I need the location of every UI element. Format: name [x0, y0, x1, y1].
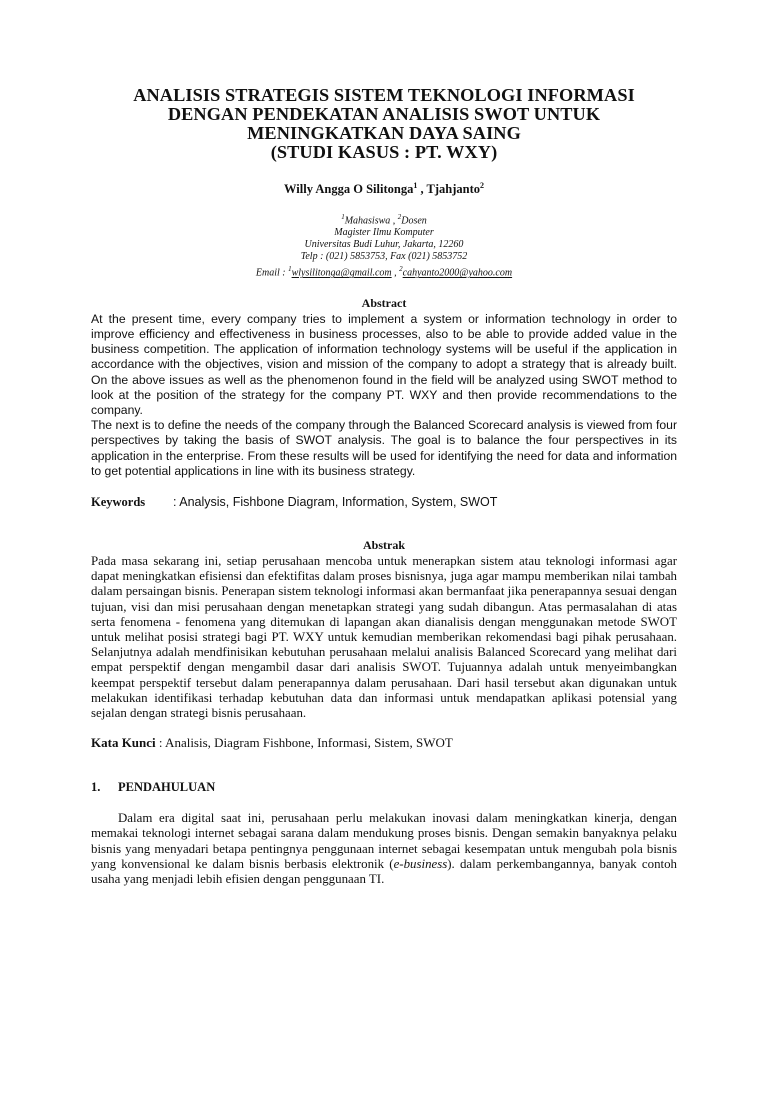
paragraph-text: Dalam era digital saat ini, perusahaan perlu melakukan inovasi dalam meningkatkan kinerja, dengan memakai teknologi internet sebagai sarana dalam mendukung proses bisnis. Dengan semakin banyaknya pelaku bisnis yang menyadari betapa pentingnya penggunaan internet sebagai kesempatan untuk mengubah pola bisnis yang konvensional ke dalam bisnis berbasis elektronik ( [91, 811, 677, 871]
email-separator: , [391, 267, 400, 279]
paper-page [0, 86, 768, 1110]
keywords-line [91, 495, 677, 510]
section-heading [91, 780, 677, 795]
affiliation-roles [91, 211, 677, 227]
author-name: Willy Angga O Silitonga [284, 182, 414, 197]
affiliation-phone: Telp : (021) 5853753, Fax (021) 5853752 [300, 251, 468, 263]
paper-title [91, 86, 677, 162]
title-line: ANALISIS STRATEGIS SISTEM TEKNOLOGI INFORMASI [133, 85, 635, 105]
author-list [91, 178, 677, 197]
abstract-paragraph: At the present time, every company tries to implement a system or information technology in order to improve efficiency and effectiveness in business processes, also to be able to provide added value in the business competition. The application of information technology systems will be useful if the application in accordance with the objectives, vision and mission of the company to adopt a strategy that is already built. On the above issues as well as the phenomenon found in the field will be analyzed using SWOT method to look at the position of the strategy for the company PT. WXY and then provide recommendations to the company. [91, 311, 677, 418]
affiliation-program: Magister Ilmu Komputer [334, 227, 434, 239]
title-line: MENINGKATKAN DAYA SAING [247, 123, 521, 143]
kata-kunci-value: : Analisis, Diagram Fishbone, Informasi, Sistem, SWOT [155, 735, 453, 751]
author-name: Tjahjanto [426, 182, 480, 197]
affil-sup: 1 [341, 213, 345, 222]
email-label: Email : [255, 267, 289, 279]
author-superscript: 2 [479, 181, 484, 190]
keywords-label: Keywords [91, 495, 146, 510]
email-sup: 1 [288, 265, 292, 274]
author-separator: , [417, 182, 427, 197]
abstract-paragraph: The next is to define the needs of the company through the Balanced Scorecard analysis is viewed from four perspectives by taking the basis of SWOT analysis. The goal is to balance the four perspectives in its application in the enterprise. From these results will be used for identifying the need for data and information to get potential applications in line with its business strategy. [91, 418, 677, 478]
affil-role: Mahasiswa , [344, 215, 398, 227]
email-sup: 2 [399, 265, 403, 274]
email-link[interactable]: wlysilitonga@gmail.com [291, 267, 392, 279]
section-paragraph [91, 811, 677, 887]
kata-kunci-line [91, 735, 677, 750]
keywords-value: : Analysis, Fishbone Diagram, Information, System, SWOT [173, 495, 498, 510]
author-superscript: 1 [413, 181, 418, 190]
section-number: 1. [91, 780, 101, 795]
affiliation-block [91, 211, 677, 280]
abstrak-heading: Abstrak [362, 538, 405, 553]
kata-kunci-label: Kata Kunci [91, 735, 156, 751]
affil-role: Dosen [401, 215, 427, 227]
paragraph-italic-term: e-business [393, 856, 448, 871]
abstrak-body: Pada masa sekarang ini, setiap perusahaan mencoba untuk menerapkan sistem atau teknologi informasi agar dapat meningkatkan efisiensi dan efektifitas dalam proses bisnisnya, juga agar mampu memberikan nilai tambah dalam persaingan bisnis. Penerapan sistem teknologi informasi akan bermanfaat jika penerapannya sesuai dengan tujuan, visi dan misi perusahaan dengan menetapkan strategi yang sudah dibangun. Atas permasalahan di atas serta fenomena - fenomena yang ditemukan di lapangan akan dianalisis dengan menggunakan metode SWOT untuk melihat posisi strategi bagi PT. WXY untuk kemudian memberikan rekomendasi bagi pihak perusahaan. Selanjutnya adalah mendfinisikan kebutuhan perusahaan melalui analisis Balanced Scorecard yang melihat dari empat perspektif dengan mengambil dasar dari analisis SWOT. Tujuannya adalah untuk menyeimbangkan keempat perspektif tersebut dalam penerapannya dalam perusahaan. Dari hasil tersebut akan digunakan untuk melakukan identifikasi terhadap kebutuhan data dan informasi untuk mendapatkan aplikasi potensial yang sejalan dengan strategi bisnis perusahaan. [91, 554, 677, 721]
abstract-heading: Abstract [361, 295, 407, 310]
abstract-body [91, 312, 677, 479]
email-link[interactable]: cahyanto2000@yahoo.com [402, 267, 513, 279]
affil-sup: 2 [397, 213, 402, 222]
paragraph-text: ). dalam perkembangannya, banyak contoh usaha yang menjadi lebih efisien dengan penggunaan TI. [91, 856, 677, 887]
title-line: DENGAN PENDEKATAN ANALISIS SWOT UNTUK [167, 104, 601, 124]
affiliation-emails [91, 263, 677, 279]
title-line: (STUDI KASUS : PT. WXY) [270, 142, 498, 162]
affiliation-address: Universitas Budi Luhur, Jakarta, 12260 [304, 239, 464, 251]
section-title: PENDAHULUAN [118, 780, 216, 795]
